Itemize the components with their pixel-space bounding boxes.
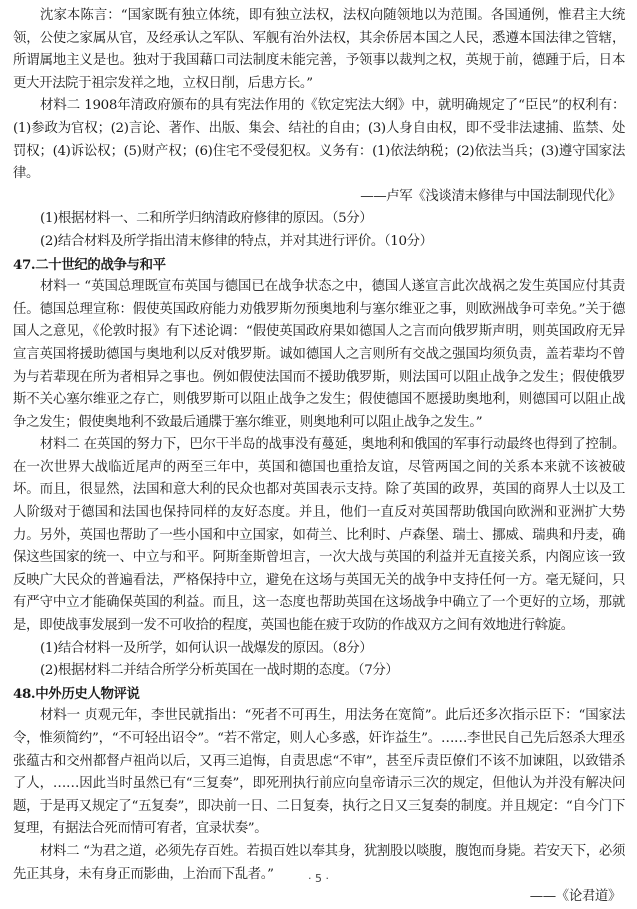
- intro-source-citation: ——卢军《浅谈清末修律与中国法制现代化》: [360, 188, 621, 204]
- section-47-material-2: 材料二 在英国的努力下，巴尔干半岛的战事没有蔓延，奥地利和俄国的军事行动最终也得到了控制。在一次世界大战临近尾声的两至三年中，英国和德国也重拾友谊，尽管两国之间的关系本来就不该被破坏。而且，很显然，法国和意大利的民众也都对英国表示支持。除了英国的政界，英国的商界人士以及工人阶级对于德国和法国也保持同样的友好态度。并且，他们一直反对英国帮助俄国向欧洲和亚洲扩大势力。另外，英国也帮助了一些小国和中立国家，如荷兰、比利时、卢森堡、瑞士、挪威、瑞典和丹麦，确保这些国家的统一、中立与和平。阿斯奎斯曾坦言，一次大战与英国的利益并无直接关系，内阁应该一致反映广大民众的普遍看法，严格保持中立，避免在这场与英国无关的战争中支持任何一方。毫无疑问，只有严守中立才能确保英国的利益。而且，这一态度也帮助英国在这场战争中确立了一个更好的立场，那就是，即使战事发展到一发不可收拾的程度，英国也能在疲于攻防的作战双方之间有效地进行斡旋。: [13, 437, 625, 634]
- page-number: · 5 ·: [308, 872, 329, 885]
- section-48-material-1: 材料一 贞观元年，李世民就指出：“死者不可再生，用法务在宽简”。此后还多次指示臣下：“国家法令，惟须简约”，“不可轻出诏令”。“若不常定，则人心多惑，奸诈益生”。……李世民自己先后怒杀大理丞张蕴古和交州都督卢祖尚以后，又再三追悔，自责思虑“不审”，甚至斥责臣僚们不该不加谏阻，以致错杀了人，……因此当时虽然已有“三复奏”，即死刑执行前应向皇帝请示三次的规定，但他认为并没有解决问题，于是再又规定了“五复奏”，即决前一日、二日复奏，执行之日又三复奏的制度。并且规定：“自今门下复理，有据法合死而情可宥者，宜录状奏”。: [13, 708, 625, 837]
- intro-paragraph-1: 沈家本陈言：“国家既有独立体统，即有独立法权，法权向随领地以为范围。各国通例，惟君主大统领，公使之家属从官，及经承认之军队、军舰有治外法权，其余侨居本国之人民，悉遵本国法律之管辖，所谓属地主义是也。独对于我国藉口司法制度未能完善，予领事以裁判之权，英规于前，德踵于后，日本更大开法院于祖宗发祥之地，立权日削，后患方长。”: [13, 8, 625, 91]
- document-page: [13, 5, 625, 909]
- section-47-question-2: (2)根据材料二并结合所学分析英国在一战时期的态度。（7分）: [40, 663, 399, 679]
- intro-question-1: (1)根据材料一、二和所学归纳清政府修律的原因。（5分）: [40, 211, 373, 227]
- section-48-source-citation: ——《论君道》: [529, 889, 621, 905]
- section-48-heading: 48.中外历史人物评说: [13, 685, 140, 702]
- section-48-material-2: 材料二 “为君之道，必须先存百姓。若损百姓以奉其身，犹割股以啖腹，腹饱而身毙。若安天下，必须先正其身，未有身正而影曲，上治而下乱者。”: [13, 843, 625, 882]
- section-47-material-1: 材料一 “英国总理既宣布英国与德国已在战争状态之中，德国人遂宣言此次战祸之发生英国应付其责任。德国总理宣称：假使英国政府能力劝俄罗斯勿预奥地利与塞尔维亚之事，则欧洲战争可幸免。”关于德国人之意见，《伦敦时报》有下述论调：“假使英国政府果如德国人之言而向俄罗斯声明，则英国政府无异宣言英国将援助德国与奥地利以反对俄罗斯。诚如德国人之言则所有交战之强国均须负责，盖若辈均不曾为与若辈现在所为者相异之事也。例如假使法国而不援助俄罗斯，则法国可以阻止战争之发生；假使俄罗斯不关心塞尔维亚之存亡，则俄罗斯可以阻止战争之发生；假使德国不愿援助奥地利，则德国可以阻止战争之发生；假使奥地利不致最后通牒于塞尔维亚，则奥地利可以阻止战争之发生。”: [13, 279, 625, 430]
- section-47-question-1: (1)结合材料一及所学，如何认识一战爆发的原因。（8分）: [40, 640, 373, 656]
- intro-question-2: (2)结合材料及所学指出清末修律的特点，并对其进行评价。（10分）: [40, 233, 433, 249]
- section-47-heading: 47.二十世纪的战争与和平: [13, 256, 166, 273]
- intro-material-2: 材料二 1908年清政府颁布的具有宪法作用的《钦定宪法大纲》中，就明确规定了“臣民”的权利有：(1)参政为官权；(2)言论、著作、出版、集会、结社的自由；(3)人身自由权，即不受非法逮捕、监禁、处罚权；(4)诉讼权；(5)财产权；(6)住宅不受侵犯权。义务有：(1)依法纳税；(2)依法当兵；(3)遵守国家法律。: [13, 98, 625, 182]
